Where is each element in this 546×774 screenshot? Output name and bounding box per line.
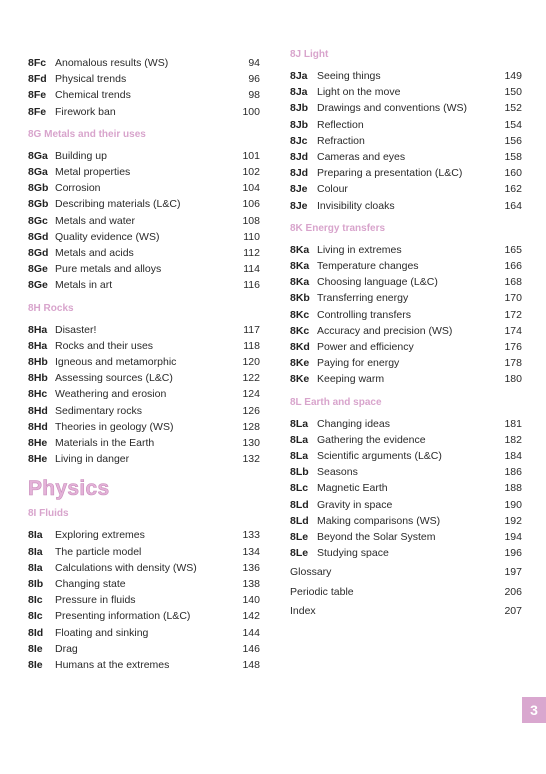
toc-entry-code: 8Kb xyxy=(290,292,310,305)
toc-entry-code: 8Gb xyxy=(28,198,49,211)
toc-entry-page: 101 xyxy=(242,149,260,162)
toc-entry-code: 8He xyxy=(28,453,48,466)
toc-entry-code: 8Ie xyxy=(28,659,43,671)
toc-entry-title: Temperature changes xyxy=(317,260,419,272)
toc-entry-page: 114 xyxy=(243,263,260,276)
toc-entry xyxy=(28,451,260,467)
toc-entry xyxy=(290,242,522,258)
toc-entry-page: 149 xyxy=(504,70,522,82)
toc-entry-code: 8Lc xyxy=(290,482,309,495)
toc-entry-title: Reflection xyxy=(317,118,364,131)
toc-entry-code: 8Ga xyxy=(28,166,48,178)
toc-entry-title: Igneous and metamorphic xyxy=(55,356,177,368)
toc-entry-page: 184 xyxy=(504,450,522,462)
toc-entry-title: Changing ideas xyxy=(317,417,390,430)
toc-entry-page: 164 xyxy=(504,199,522,212)
toc-entry xyxy=(28,657,260,673)
toc-entry-title: Making comparisons (WS) xyxy=(317,514,441,527)
toc-entry-title: Glossary xyxy=(290,566,332,579)
toc-entry-code: 8Gd xyxy=(28,230,49,243)
toc-entry-title: Assessing sources (L&C) xyxy=(55,372,173,385)
toc-entry-title: Anomalous results (WS) xyxy=(55,57,169,69)
toc-entry-code: 8Fe xyxy=(28,89,47,102)
toc-entry-page: 134 xyxy=(242,545,260,558)
section-heading: 8L Earth and space xyxy=(290,396,382,408)
toc-entry-code: 8Ie xyxy=(28,642,43,655)
toc-entry-title: Materials in the Earth xyxy=(55,437,155,449)
toc-entry xyxy=(290,564,522,580)
toc-entry-title: Metals and water xyxy=(55,214,135,227)
toc-entry xyxy=(28,180,260,196)
toc-entry xyxy=(28,370,260,386)
toc-entry xyxy=(290,513,522,529)
toc-entry-title: Controlling transfers xyxy=(317,308,411,321)
toc-entry-code: 8Je xyxy=(290,199,308,212)
toc-entry-title: Transferring energy xyxy=(317,292,409,305)
toc-entry xyxy=(290,464,522,480)
toc-entry-code: 8Jb xyxy=(290,102,309,115)
toc-entry xyxy=(28,71,260,87)
toc-entry-code: 8Jc xyxy=(290,134,308,147)
toc-entry-page: 162 xyxy=(504,183,522,196)
toc-entry xyxy=(28,245,260,261)
toc-entry-page: 172 xyxy=(504,308,522,321)
toc-entry xyxy=(290,307,522,323)
toc-entry-code: 8Ke xyxy=(290,357,310,370)
section-heading: 8J Light xyxy=(290,49,329,60)
toc-entry-page: 165 xyxy=(504,243,522,256)
toc-entry-code: 8Je xyxy=(290,183,308,196)
toc-entry xyxy=(28,625,260,641)
toc-entry-page: 178 xyxy=(504,357,522,370)
toc-entry-title: Weathering and erosion xyxy=(55,388,167,401)
toc-entry xyxy=(290,198,522,214)
toc-entry-page: 170 xyxy=(504,292,522,305)
toc-entry-title: Drawings and conventions (WS) xyxy=(317,102,467,115)
section-heading: 8G Metals and their uses xyxy=(28,128,146,140)
toc-entry-page: 174 xyxy=(504,324,522,337)
toc-entry xyxy=(28,229,260,245)
toc-entry-code: 8Lb xyxy=(290,466,309,479)
toc-entry-page: 126 xyxy=(242,404,260,417)
toc-entry xyxy=(290,355,522,371)
toc-entry-code: 8Kc xyxy=(290,324,310,337)
toc-entry xyxy=(290,149,522,165)
toc-entry-code: 8Ha xyxy=(28,323,48,336)
toc-entry xyxy=(28,641,260,657)
toc-entry-title: Keeping warm xyxy=(317,373,385,386)
toc-entry xyxy=(290,290,522,306)
toc-entry-code: 8Hb xyxy=(28,372,48,385)
toc-entry xyxy=(28,544,260,560)
toc-entry-page: 116 xyxy=(243,279,260,292)
toc-entry xyxy=(28,104,260,120)
toc-entry-code: 8Fd xyxy=(28,73,47,86)
toc-entry xyxy=(290,497,522,513)
toc-entry xyxy=(290,416,522,432)
toc-entry-title: Choosing language (L&C) xyxy=(317,276,438,289)
subject-heading: Physics xyxy=(28,477,110,501)
toc-entry-code: 8Gb xyxy=(28,182,49,195)
toc-entry-page: 168 xyxy=(504,276,522,289)
toc-entry-code: 8Hb xyxy=(28,356,48,368)
toc-entry-title: Pure metals and alloys xyxy=(55,263,162,276)
toc-entry xyxy=(290,165,522,181)
toc-entry xyxy=(290,480,522,496)
toc-entry xyxy=(28,592,260,608)
toc-entry-title: Colour xyxy=(317,183,348,196)
toc-entry-page: 130 xyxy=(242,437,260,449)
toc-entry-title: Corrosion xyxy=(55,182,101,195)
toc-entry-title: Metals in art xyxy=(55,279,113,292)
toc-entry xyxy=(290,584,522,600)
toc-entry xyxy=(290,323,522,339)
toc-entry-page: 100 xyxy=(242,105,260,118)
toc-entry-page: 112 xyxy=(243,247,260,259)
toc-entry-page: 190 xyxy=(504,498,522,511)
toc-entry-page: 96 xyxy=(248,73,260,86)
toc-entry-page: 108 xyxy=(242,214,260,227)
toc-entry-code: 8Ga xyxy=(28,149,48,162)
toc-entry-title: Seeing things xyxy=(317,70,381,82)
toc-entry-title: Index xyxy=(290,605,316,618)
toc-entry-code: 8Ka xyxy=(290,260,310,272)
toc-entry-title: Metal properties xyxy=(55,166,131,178)
toc-entry-page: 124 xyxy=(242,388,260,401)
toc-entry xyxy=(290,274,522,290)
toc-entry-code: 8Fc xyxy=(28,57,47,69)
toc-entry xyxy=(28,322,260,338)
toc-entry-code: 8La xyxy=(290,450,309,462)
toc-entry-code: 8Hd xyxy=(28,404,48,417)
toc-entry-title: Calculations with density (WS) xyxy=(55,561,197,574)
toc-entry-page: 160 xyxy=(504,167,522,180)
toc-entry-title: Paying for energy xyxy=(317,357,400,370)
toc-entry-title: Theories in geology (WS) xyxy=(55,420,174,433)
toc-entry-title: The particle model xyxy=(55,545,142,558)
toc-entry xyxy=(290,545,522,561)
toc-entry-title: Periodic table xyxy=(290,585,354,598)
toc-entry-code: 8Ka xyxy=(290,276,310,289)
toc-entry-code: 8Ld xyxy=(290,514,309,527)
toc-entry-code: 8Gd xyxy=(28,247,49,259)
toc-entry-title: Seasons xyxy=(317,466,358,479)
toc-entry-page: 152 xyxy=(504,102,522,115)
toc-entry-code: 8Id xyxy=(28,626,44,639)
toc-entry-page: 166 xyxy=(504,260,522,272)
toc-entry-title: Presenting information (L&C) xyxy=(55,610,191,623)
toc-entry xyxy=(290,84,522,100)
toc-entry xyxy=(28,55,260,71)
toc-entry-page: 188 xyxy=(504,482,522,495)
toc-entry-title: Gathering the evidence xyxy=(317,433,426,446)
toc-entry-code: 8Jb xyxy=(290,118,309,131)
toc-entry-page: 138 xyxy=(242,578,260,590)
toc-entry xyxy=(290,432,522,448)
toc-entry-title: Living in danger xyxy=(55,453,130,466)
toc-entry-page: 142 xyxy=(242,610,260,623)
toc-entry-page: 182 xyxy=(504,433,522,446)
toc-entry-page: 98 xyxy=(248,89,260,102)
toc-entry-title: Invisibility cloaks xyxy=(317,199,395,212)
toc-entry-page: 94 xyxy=(248,57,260,69)
toc-entry xyxy=(28,277,260,293)
toc-entry-code: 8Ge xyxy=(28,263,48,276)
section-heading: 8I Fluids xyxy=(28,508,69,520)
toc-entry xyxy=(290,100,522,116)
toc-entry-page: 132 xyxy=(242,453,260,466)
toc-entry-code: 8He xyxy=(28,437,48,449)
toc-entry-page: 106 xyxy=(242,198,260,211)
toc-entry-title: Power and efficiency xyxy=(317,341,414,353)
toc-entry-page: 144 xyxy=(242,626,260,639)
page-number-tab: 3 xyxy=(522,697,546,723)
toc-entry xyxy=(290,258,522,274)
toc-entry xyxy=(28,338,260,354)
toc-entry-code: 8Jd xyxy=(290,151,309,163)
toc-entry-page: 120 xyxy=(242,356,260,368)
toc-entry-title: Scientific arguments (L&C) xyxy=(317,450,442,462)
toc-entry xyxy=(28,354,260,370)
toc-entry-title: Disaster! xyxy=(55,323,97,336)
toc-entry-page: 146 xyxy=(242,642,260,655)
toc-entry-page: 117 xyxy=(243,323,260,336)
toc-entry-page: 196 xyxy=(504,547,522,560)
toc-entry-code: 8Ic xyxy=(28,594,43,607)
toc-entry-page: 180 xyxy=(504,373,522,386)
toc-entry-page: 128 xyxy=(242,420,260,433)
toc-entry-title: Floating and sinking xyxy=(55,626,149,639)
toc-entry-code: 8Kc xyxy=(290,308,310,321)
toc-entry xyxy=(28,403,260,419)
toc-entry xyxy=(290,117,522,133)
toc-entry xyxy=(28,560,260,576)
toc-entry xyxy=(28,213,260,229)
toc-entry-page: 156 xyxy=(504,134,522,147)
toc-entry xyxy=(28,576,260,592)
toc-entry-code: 8Kd xyxy=(290,341,310,353)
toc-entry-code: 8Le xyxy=(290,547,309,560)
toc-entry xyxy=(290,133,522,149)
toc-entry-code: 8Ib xyxy=(28,578,44,590)
toc-entry-page: 148 xyxy=(242,659,260,671)
toc-entry xyxy=(28,608,260,624)
toc-entry xyxy=(290,371,522,387)
toc-entry-page: 140 xyxy=(242,594,260,607)
toc-entry xyxy=(28,527,260,543)
section-heading: 8H Rocks xyxy=(28,302,74,314)
toc-entry-title: Accuracy and precision (WS) xyxy=(317,324,453,337)
toc-entry-code: 8Ia xyxy=(28,561,43,574)
toc-entry-page: 207 xyxy=(504,605,522,618)
toc-entry-code: 8Ka xyxy=(290,243,310,256)
toc-entry-code: 8Jd xyxy=(290,167,309,180)
toc-entry xyxy=(290,181,522,197)
toc-entry-page: 150 xyxy=(504,86,522,99)
toc-entry-title: Magnetic Earth xyxy=(317,482,388,495)
toc-entry-code: 8Le xyxy=(290,531,309,543)
toc-entry-page: 102 xyxy=(242,166,260,178)
toc-entry-code: 8Ge xyxy=(28,279,48,292)
toc-entry-page: 133 xyxy=(242,529,260,542)
toc-entry xyxy=(290,603,522,619)
toc-entry-title: Building up xyxy=(55,149,107,162)
section-heading: 8K Energy transfers xyxy=(290,222,386,234)
toc-entry xyxy=(290,448,522,464)
toc-entry xyxy=(28,386,260,402)
toc-entry-page: 136 xyxy=(242,561,260,574)
toc-entry-code: 8Hc xyxy=(28,388,48,401)
toc-entry-title: Exploring extremes xyxy=(55,529,145,542)
toc-entry-code: 8Ic xyxy=(28,610,43,623)
toc-entry-title: Quality evidence (WS) xyxy=(55,230,160,243)
toc-entry-title: Changing state xyxy=(55,578,126,590)
toc-entry-code: 8Ha xyxy=(28,339,48,352)
toc-entry-page: 194 xyxy=(504,531,522,543)
toc-entry-page: 122 xyxy=(242,372,260,385)
toc-entry-title: Beyond the Solar System xyxy=(317,531,436,543)
toc-entry-page: 118 xyxy=(243,339,260,352)
toc-entry-title: Drag xyxy=(55,642,78,655)
toc-entry-title: Cameras and eyes xyxy=(317,151,406,163)
toc-entry-code: 8Ja xyxy=(290,86,308,99)
toc-entry-page: 110 xyxy=(243,230,260,243)
toc-entry xyxy=(28,196,260,212)
toc-entry-title: Describing materials (L&C) xyxy=(55,198,181,211)
toc-entry-title: Pressure in fluids xyxy=(55,594,136,607)
toc-entry-title: Refraction xyxy=(317,134,365,147)
toc-entry-title: Metals and acids xyxy=(55,247,134,259)
toc-entry-page: 154 xyxy=(504,118,522,131)
toc-entry-page: 192 xyxy=(504,514,522,527)
toc-entry-title: Preparing a presentation (L&C) xyxy=(317,167,463,180)
toc-entry-page: 181 xyxy=(504,417,522,430)
toc-entry-code: 8Ja xyxy=(290,70,308,82)
toc-entry xyxy=(290,529,522,545)
toc-entry-code: 8Ld xyxy=(290,498,309,511)
toc-entry-title: Physical trends xyxy=(55,73,127,86)
toc-entry-title: Gravity in space xyxy=(317,498,393,511)
toc-entry-page: 158 xyxy=(504,151,522,163)
toc-entry xyxy=(28,164,260,180)
toc-entry-title: Chemical trends xyxy=(55,89,131,102)
toc-entry-code: 8Gc xyxy=(28,214,48,227)
toc-entry-code: 8La xyxy=(290,417,309,430)
toc-entry xyxy=(28,148,260,164)
toc-entry xyxy=(28,435,260,451)
toc-entry xyxy=(28,87,260,103)
toc-entry-title: Sedimentary rocks xyxy=(55,404,142,417)
toc-entry xyxy=(290,68,522,84)
toc-entry-page: 197 xyxy=(504,566,522,579)
toc-entry-title: Humans at the extremes xyxy=(55,659,170,671)
toc-entry-code: 8Fe xyxy=(28,105,47,118)
toc-entry-page: 176 xyxy=(504,341,522,353)
toc-entry xyxy=(28,419,260,435)
toc-entry-code: 8Ia xyxy=(28,529,43,542)
toc-entry-page: 186 xyxy=(504,466,522,479)
toc-entry-title: Rocks and their uses xyxy=(55,339,154,352)
toc-entry-code: 8Ke xyxy=(290,373,310,386)
toc-entry-title: Living in extremes xyxy=(317,243,402,256)
toc-entry-title: Firework ban xyxy=(55,105,116,118)
toc-entry-code: 8La xyxy=(290,433,309,446)
toc-entry-code: 8Hd xyxy=(28,420,48,433)
toc-entry-title: Light on the move xyxy=(317,86,401,99)
toc-entry xyxy=(28,261,260,277)
toc-entry-code: 8Ia xyxy=(28,545,43,558)
toc-entry xyxy=(290,339,522,355)
toc-entry-page: 206 xyxy=(504,585,522,598)
toc-entry-title: Studying space xyxy=(317,547,389,560)
toc-entry-page: 104 xyxy=(242,182,260,195)
